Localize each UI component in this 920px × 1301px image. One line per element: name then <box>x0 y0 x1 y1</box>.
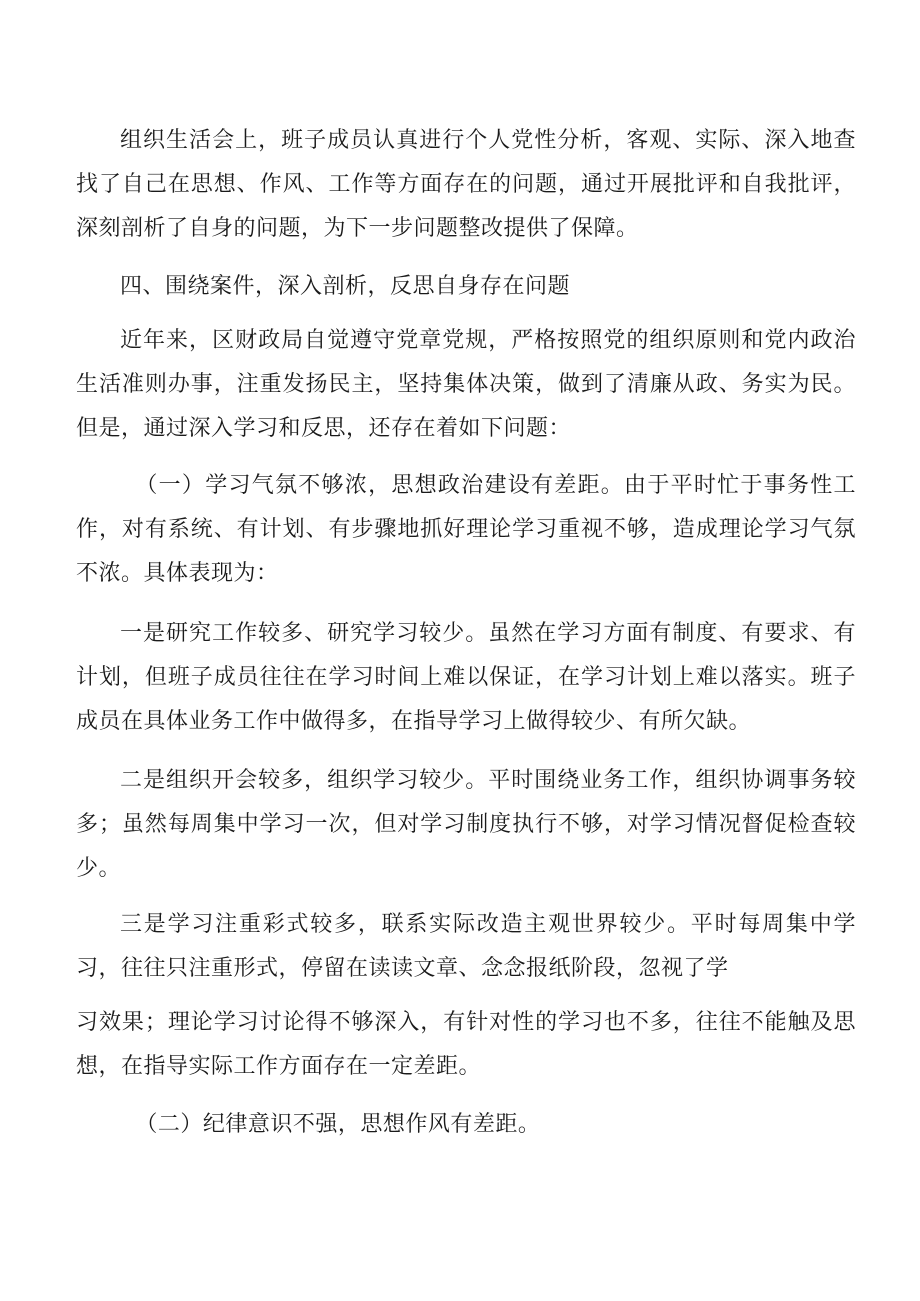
paragraph-point-three: 三是学习注重彩式较多，联系实际改造主观世界较少。平时每周集中学习，往往只注重形式，停留在读读文章、念念报纸阶段，忽视了学 <box>76 912 856 981</box>
paragraph-point-two: 二是组织开会较多，组织学习较少。平时围绕业务工作，组织协调事务较多；虽然每周集中学习一次，但对学习制度执行不够，对学习情况督促检查较少。 <box>76 768 856 881</box>
section-heading-four: 四、围绕案件，深入剖析，反思自身存在问题 <box>120 274 571 299</box>
paragraph-point-three-continued: 习效果；理论学习讨论得不够深入，有针对性的学习也不多，往往不能触及思想，在指导实际工作方面存在一定差距。 <box>76 1010 856 1079</box>
paragraph-intro-problems: 近年来，区财政局自觉遵守党章党规，严格按照党的组织原则和党内政治生活准则办事，注重发扬民主，坚持集体决策，做到了清廉从政、务实为民。但是，通过深入学习和反思，还存在着如下问题： <box>76 328 856 441</box>
subheading-discipline: （二）纪律意识不强，思想作风有差距。 <box>135 1112 541 1137</box>
subheading-study-atmosphere: （一）学习气氛不够浓，思想政治建设有差距。由于平时忙于事务性工作，对有系统、有计划、有步骤地抓好理论学习重视不够，造成理论学习气氛不浓。具体表现为： <box>76 473 856 586</box>
paragraph-self-criticism: 组织生活会上，班子成员认真进行个人党性分析，客观、实际、深入地查找了自己在思想、作风、工作等方面存在的问题，通过开展批评和自我批评，深刻剖析了自身的问题，为下一步问题整改提供了保障。 <box>76 128 856 241</box>
paragraph-point-one: 一是研究工作较多、研究学习较少。虽然在学习方面有制度、有要求、有计划，但班子成员往往在学习时间上难以保证，在学习计划上难以落实。班子成员在具体业务工作中做得多，在指导学习上做得较少、有所欠缺。 <box>76 621 856 734</box>
